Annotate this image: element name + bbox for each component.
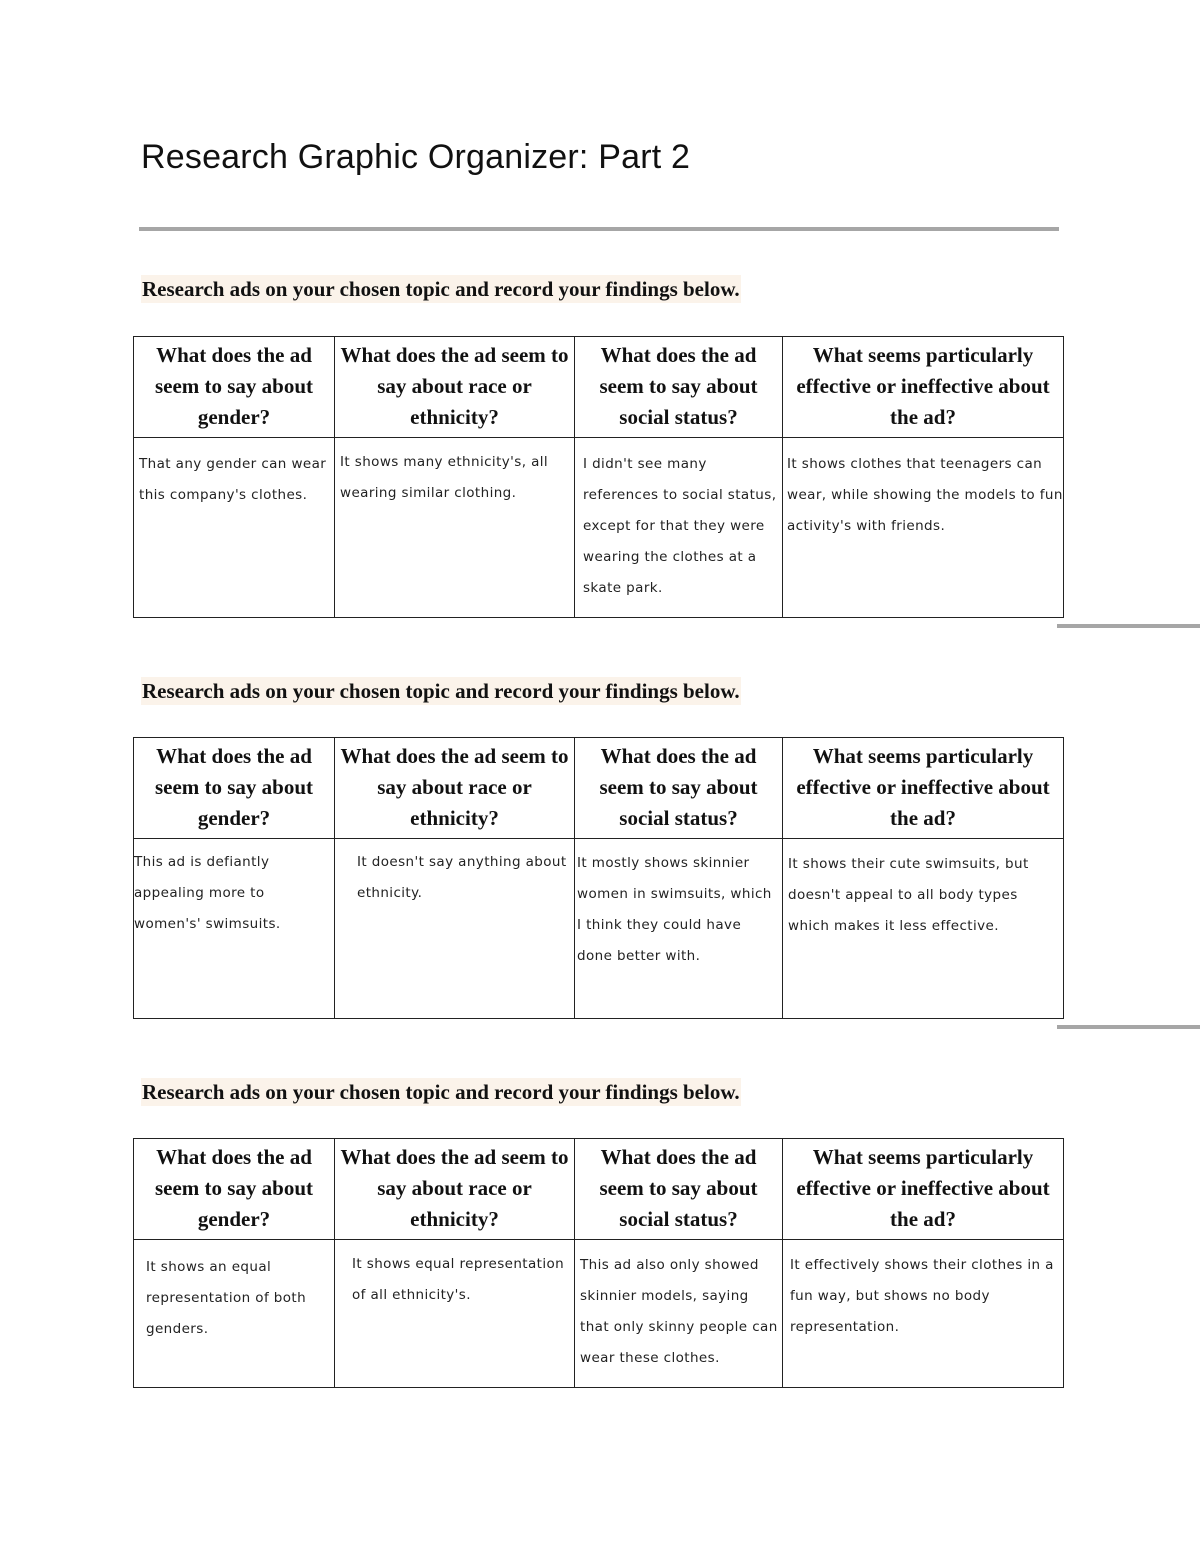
answer-effectiveness[interactable]: It shows their cute swimsuits, but doesn't appeal to all body types which makes it less effective. <box>783 839 1064 1019</box>
header-race-ethnicity: What does the ad seem to say about race or ethnicity? <box>335 337 575 438</box>
answer-race-ethnicity[interactable]: It shows many ethnicity's, all wearing similar clothing. <box>335 438 575 618</box>
table-header-row <box>134 337 1064 438</box>
organizer-table <box>133 737 1064 1019</box>
header-gender: What does the ad seem to say about gender? <box>134 738 335 839</box>
header-race-ethnicity: What does the ad seem to say about race or ethnicity? <box>335 738 575 839</box>
page-edge-divider <box>1057 624 1200 628</box>
organizer-table <box>133 1138 1064 1388</box>
header-effectiveness: What seems particularly effective or ineffective about the ad? <box>783 1139 1064 1240</box>
table-row <box>134 1240 1064 1388</box>
header-social-status: What does the ad seem to say about social status? <box>575 1139 783 1240</box>
answer-gender[interactable]: That any gender can wear this company's clothes. <box>134 438 335 618</box>
answer-race-ethnicity[interactable]: It doesn't say anything about ethnicity. <box>335 839 575 1019</box>
answer-gender[interactable]: It shows an equal representation of both genders. <box>134 1240 335 1388</box>
section-instruction: Research ads on your chosen topic and record your findings below. <box>142 679 740 703</box>
answer-social-status[interactable]: I didn't see many references to social status, except for that they were wearing the clothes at a skate park. <box>575 438 783 618</box>
header-effectiveness: What seems particularly effective or ineffective about the ad? <box>783 738 1064 839</box>
header-social-status: What does the ad seem to say about social status? <box>575 337 783 438</box>
header-effectiveness: What seems particularly effective or ineffective about the ad? <box>783 337 1064 438</box>
answer-effectiveness[interactable]: It shows clothes that teenagers can wear, while showing the models to fun activity's with friends. <box>783 438 1064 618</box>
answer-social-status[interactable]: It mostly shows skinnier women in swimsuits, which I think they could have done better with. <box>575 839 783 1019</box>
header-race-ethnicity: What does the ad seem to say about race or ethnicity? <box>335 1139 575 1240</box>
table-row <box>134 438 1064 618</box>
answer-effectiveness[interactable]: It effectively shows their clothes in a fun way, but shows no body representation. <box>783 1240 1064 1388</box>
table-row <box>134 839 1064 1019</box>
page-edge-divider <box>1057 1025 1200 1029</box>
header-gender: What does the ad seem to say about gender? <box>134 337 335 438</box>
header-gender: What does the ad seem to say about gender? <box>134 1139 335 1240</box>
header-social-status: What does the ad seem to say about social status? <box>575 738 783 839</box>
table-header-row <box>134 738 1064 839</box>
answer-gender[interactable]: This ad is defiantly appealing more to women's' swimsuits. <box>134 839 335 1019</box>
answer-social-status[interactable]: This ad also only showed skinnier models, saying that only skinny people can wear these clothes. <box>575 1240 783 1388</box>
section-instruction: Research ads on your chosen topic and record your findings below. <box>142 1080 740 1104</box>
table-header-row <box>134 1139 1064 1240</box>
page-title: Research Graphic Organizer: Part 2 <box>141 138 691 176</box>
organizer-table <box>133 336 1064 618</box>
title-divider <box>139 227 1059 231</box>
section-instruction: Research ads on your chosen topic and record your findings below. <box>142 277 740 301</box>
answer-race-ethnicity[interactable]: It shows equal representation of all ethnicity's. <box>335 1240 575 1388</box>
